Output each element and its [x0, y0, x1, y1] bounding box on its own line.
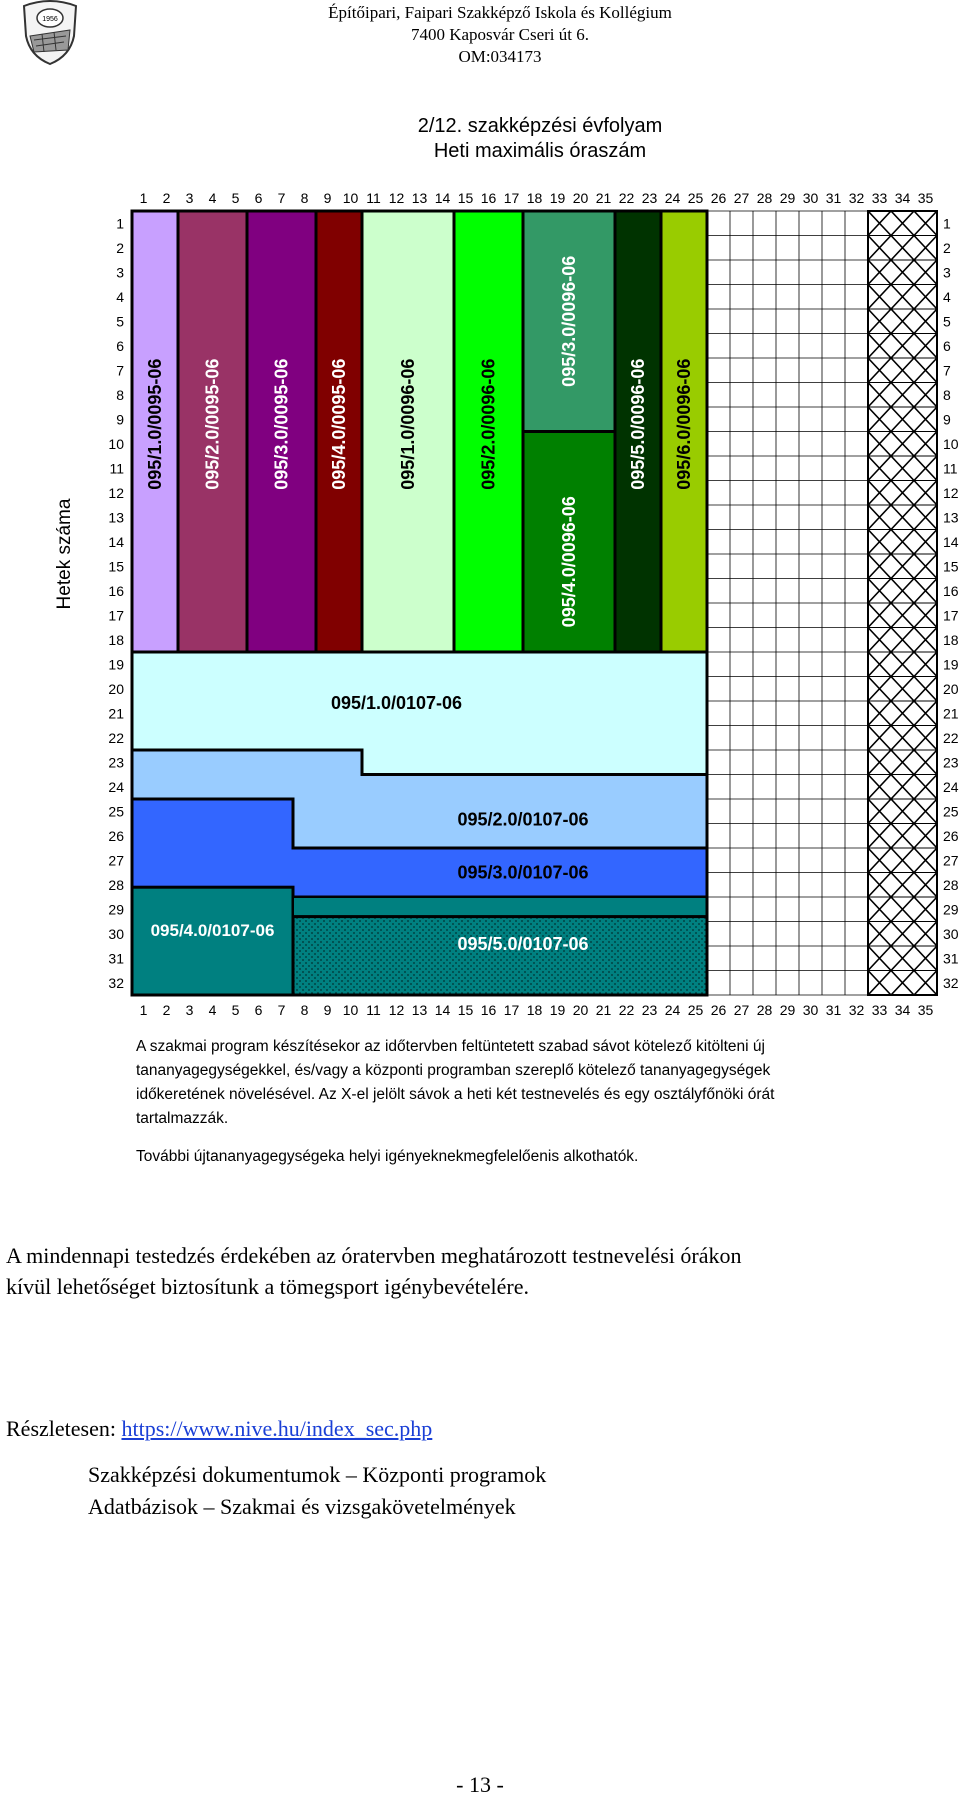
y-tick-left: 7 [116, 362, 124, 379]
y-tick-left: 6 [116, 337, 124, 354]
y-tick-left: 11 [109, 460, 124, 477]
x-tick-top: 11 [366, 190, 381, 206]
page-number: - 13 - [456, 1772, 504, 1797]
x-tick-bottom: 9 [323, 1002, 332, 1018]
y-tick-left: 30 [108, 925, 124, 942]
x-tick-top: 12 [388, 190, 405, 206]
y-tick-right: 6 [943, 337, 951, 354]
x-tick-top: 5 [231, 190, 240, 206]
unit-label: 095/3.0/0095-06 [271, 358, 292, 490]
chart-title: 2/12. szakképzési évfolyam [417, 115, 663, 137]
y-tick-right: 26 [943, 827, 959, 844]
y-tick-left: 22 [108, 729, 124, 746]
unit-label: 095/5.0/0096-06 [628, 358, 648, 490]
curriculum-chart [40, 115, 960, 1195]
y-tick-left: 16 [108, 582, 124, 599]
x-tick-top: 24 [664, 190, 681, 206]
x-tick-top: 34 [894, 190, 911, 206]
y-tick-right: 1 [943, 215, 951, 232]
x-tick-top: 3 [185, 190, 194, 206]
chart-note-extra: További újtananyagegységeka helyi igényeknekmegfelelőenis alkothatók. [136, 1148, 639, 1165]
x-tick-bottom: 18 [526, 1002, 543, 1018]
y-tick-right: 10 [943, 435, 959, 452]
x-tick-bottom: 14 [434, 1002, 451, 1018]
y-tick-right: 16 [943, 582, 959, 599]
header-school-name: Építőipari, Faipari Szakképző Iskola és Kollégium [328, 3, 672, 22]
y-tick-left: 5 [116, 313, 124, 330]
unit-label: 095/2.0/0096-06 [478, 358, 499, 490]
y-tick-left: 19 [108, 656, 124, 673]
nive-link[interactable]: https://www.nive.hu/index_sec.php [121, 1416, 433, 1441]
x-tick-bottom: 10 [342, 1002, 359, 1018]
y-tick-right: 21 [943, 705, 959, 722]
y-tick-left: 15 [108, 558, 124, 575]
y-tick-right: 18 [943, 631, 959, 648]
x-tick-bottom: 12 [388, 1002, 405, 1018]
x-tick-top: 14 [434, 190, 451, 206]
x-tick-top: 29 [779, 190, 796, 206]
y-tick-left: 4 [116, 288, 124, 305]
x-tick-top: 4 [208, 190, 217, 206]
y-tick-right: 15 [943, 558, 959, 575]
x-tick-top: 20 [572, 190, 589, 206]
school-logo [20, 0, 80, 66]
y-tick-left: 10 [108, 435, 124, 452]
x-tick-top: 8 [300, 190, 309, 206]
unit-label: 095/2.0/0095-06 [202, 358, 223, 490]
unit-label: 095/3.0/0107-06 [457, 862, 589, 883]
x-tick-top: 13 [411, 190, 428, 206]
details-label: Részletesen: [6, 1416, 122, 1441]
y-tick-left: 25 [108, 803, 124, 820]
x-tick-top: 26 [710, 190, 727, 206]
y-tick-left: 26 [108, 827, 124, 844]
x-tick-bottom: 19 [549, 1002, 566, 1018]
x-tick-bottom: 2 [162, 1002, 171, 1018]
chart-note-line: A szakmai program készítésekor az időtervben feltüntetett szabad sávot kötelező kitölteni új [136, 1038, 765, 1055]
y-tick-left: 8 [116, 386, 124, 403]
y-tick-right: 32 [943, 974, 959, 991]
y-tick-left: 20 [108, 680, 124, 697]
y-tick-left: 17 [108, 607, 124, 624]
documents-path: Szakképzési dokumentumok – Központi programok [88, 1462, 547, 1487]
x-tick-top: 9 [323, 190, 332, 206]
y-tick-right: 13 [943, 509, 959, 526]
chart-note-line: időkeretének növelésével. Az X-el jelölt sávok a heti két testnevelés és egy osztályfőnöki órát [136, 1086, 775, 1103]
x-tick-bottom: 25 [687, 1002, 704, 1018]
y-tick-left: 31 [108, 950, 124, 967]
svg-text:1956: 1956 [42, 16, 58, 23]
unit-label: 095/4.0/0096-06 [559, 496, 579, 628]
y-tick-right: 22 [943, 729, 959, 746]
y-tick-left: 9 [116, 411, 124, 428]
x-tick-bottom: 15 [457, 1002, 474, 1018]
x-tick-bottom: 11 [366, 1002, 381, 1018]
sport-paragraph-line-1: A mindennapi testedzés érdekében az óratervben meghatározott testnevelési órákon [6, 1243, 742, 1268]
y-tick-left: 12 [108, 484, 124, 501]
x-tick-top: 28 [756, 190, 773, 206]
x-tick-bottom: 16 [480, 1002, 497, 1018]
x-tick-top: 32 [848, 190, 865, 206]
y-tick-left: 13 [108, 509, 124, 526]
x-tick-top: 25 [687, 190, 704, 206]
y-tick-right: 2 [943, 239, 951, 256]
x-tick-bottom: 35 [917, 1002, 934, 1018]
y-tick-right: 5 [943, 313, 951, 330]
x-tick-bottom: 23 [641, 1002, 658, 1018]
unit-label: 095/4.0/0095-06 [329, 358, 349, 490]
y-tick-right: 27 [943, 852, 959, 869]
y-tick-right: 25 [943, 803, 959, 820]
y-tick-left: 3 [116, 264, 124, 281]
unit-block [293, 917, 707, 995]
x-tick-top: 23 [641, 190, 658, 206]
x-tick-bottom: 3 [185, 1002, 194, 1018]
y-tick-right: 9 [943, 411, 951, 428]
unit-label: 095/4.0/0107-06 [150, 921, 275, 941]
y-tick-right: 29 [943, 901, 959, 918]
x-tick-bottom: 24 [664, 1002, 681, 1018]
y-tick-left: 14 [108, 533, 124, 550]
y-tick-left: 21 [108, 705, 124, 722]
x-tick-bottom: 27 [733, 1002, 750, 1018]
y-tick-right: 30 [943, 925, 959, 942]
y-tick-right: 19 [943, 656, 959, 673]
sport-paragraph-line-2: kívül lehetőséget biztosítunk a tömegsport igénybevételére. [6, 1274, 529, 1299]
unit-label: 095/5.0/0107-06 [457, 934, 589, 954]
x-tick-top: 30 [802, 190, 819, 206]
unit-label: 095/1.0/0095-06 [145, 358, 165, 490]
y-tick-left: 24 [108, 778, 124, 795]
x-tick-bottom: 20 [572, 1002, 589, 1018]
x-tick-top: 16 [480, 190, 497, 206]
y-tick-left: 23 [108, 754, 124, 771]
unit-label: 095/6.0/0096-06 [674, 358, 694, 490]
header-om-code: OM:034173 [458, 47, 542, 66]
y-tick-right: 3 [943, 264, 951, 281]
chart-note-line: tartalmazzák. [136, 1110, 229, 1127]
header-address: 7400 Kaposvár Cseri út 6. [410, 25, 589, 44]
x-tick-top: 19 [549, 190, 566, 206]
y-tick-right: 24 [943, 778, 959, 795]
x-tick-bottom: 30 [802, 1002, 819, 1018]
x-tick-bottom: 4 [208, 1002, 217, 1018]
y-tick-right: 17 [943, 607, 959, 624]
y-tick-right: 8 [943, 386, 951, 403]
y-tick-left: 29 [108, 901, 124, 918]
databases-path: Adatbázisok – Szakmai és vizsgakövetelmények [88, 1494, 516, 1519]
y-tick-right: 23 [943, 754, 959, 771]
y-tick-left: 28 [108, 876, 124, 893]
x-tick-bottom: 26 [710, 1002, 727, 1018]
y-tick-left: 2 [116, 239, 124, 256]
x-tick-bottom: 21 [595, 1002, 612, 1018]
page-header [280, 2, 720, 68]
x-tick-bottom: 33 [871, 1002, 888, 1018]
y-tick-right: 31 [943, 950, 959, 967]
y-tick-left: 32 [108, 974, 124, 991]
unit-label: 095/1.0/0096-06 [398, 358, 418, 490]
x-tick-top: 35 [917, 190, 934, 206]
details-line [6, 1413, 954, 1444]
y-tick-right: 4 [943, 288, 951, 305]
curriculum-chart-svg [40, 115, 960, 1195]
x-tick-bottom: 8 [300, 1002, 309, 1018]
x-tick-top: 15 [457, 190, 474, 206]
x-tick-top: 6 [254, 190, 263, 206]
y-tick-right: 7 [943, 362, 951, 379]
x-tick-bottom: 13 [411, 1002, 428, 1018]
chart-note-line: tananyagegységekkel, és/vagy a központi programban szereplő kötelező tananyagegységek [136, 1062, 771, 1079]
x-tick-bottom: 28 [756, 1002, 773, 1018]
y-tick-right: 14 [943, 533, 959, 550]
x-tick-top: 33 [871, 190, 888, 206]
x-tick-top: 18 [526, 190, 543, 206]
y-tick-left: 18 [108, 631, 124, 648]
x-tick-top: 2 [162, 190, 171, 206]
x-tick-top: 27 [733, 190, 750, 206]
unit-strip [293, 897, 707, 917]
y-tick-right: 28 [943, 876, 959, 893]
x-tick-top: 17 [503, 190, 520, 206]
x-tick-bottom: 32 [848, 1002, 865, 1018]
x-tick-bottom: 29 [779, 1002, 796, 1018]
chart-subtitle: Heti maximális óraszám [433, 140, 647, 162]
unit-label: 095/3.0/0096-06 [559, 255, 579, 387]
unit-label: 095/1.0/0107-06 [330, 693, 463, 713]
x-tick-top: 31 [825, 190, 842, 206]
y-tick-right: 20 [943, 680, 959, 697]
x-tick-bottom: 31 [825, 1002, 842, 1018]
unit-block [132, 887, 293, 995]
x-tick-bottom: 22 [618, 1002, 635, 1018]
x-tick-bottom: 6 [254, 1002, 263, 1018]
y-axis-label: Hetek száma [54, 498, 75, 610]
y-tick-right: 11 [943, 460, 958, 477]
x-tick-top: 10 [342, 190, 359, 206]
unit-label: 095/2.0/0107-06 [457, 809, 589, 830]
x-tick-bottom: 17 [503, 1002, 520, 1018]
y-tick-right: 12 [943, 484, 959, 501]
x-tick-bottom: 7 [277, 1002, 286, 1018]
x-tick-top: 1 [139, 190, 148, 206]
sport-paragraph [6, 1240, 954, 1302]
x-tick-bottom: 5 [231, 1002, 240, 1018]
x-tick-top: 7 [277, 190, 286, 206]
x-tick-top: 22 [618, 190, 635, 206]
x-tick-bottom: 34 [894, 1002, 911, 1018]
x-tick-bottom: 1 [139, 1002, 148, 1018]
y-tick-left: 27 [108, 852, 124, 869]
x-tick-top: 21 [595, 190, 612, 206]
y-tick-left: 1 [116, 215, 124, 232]
